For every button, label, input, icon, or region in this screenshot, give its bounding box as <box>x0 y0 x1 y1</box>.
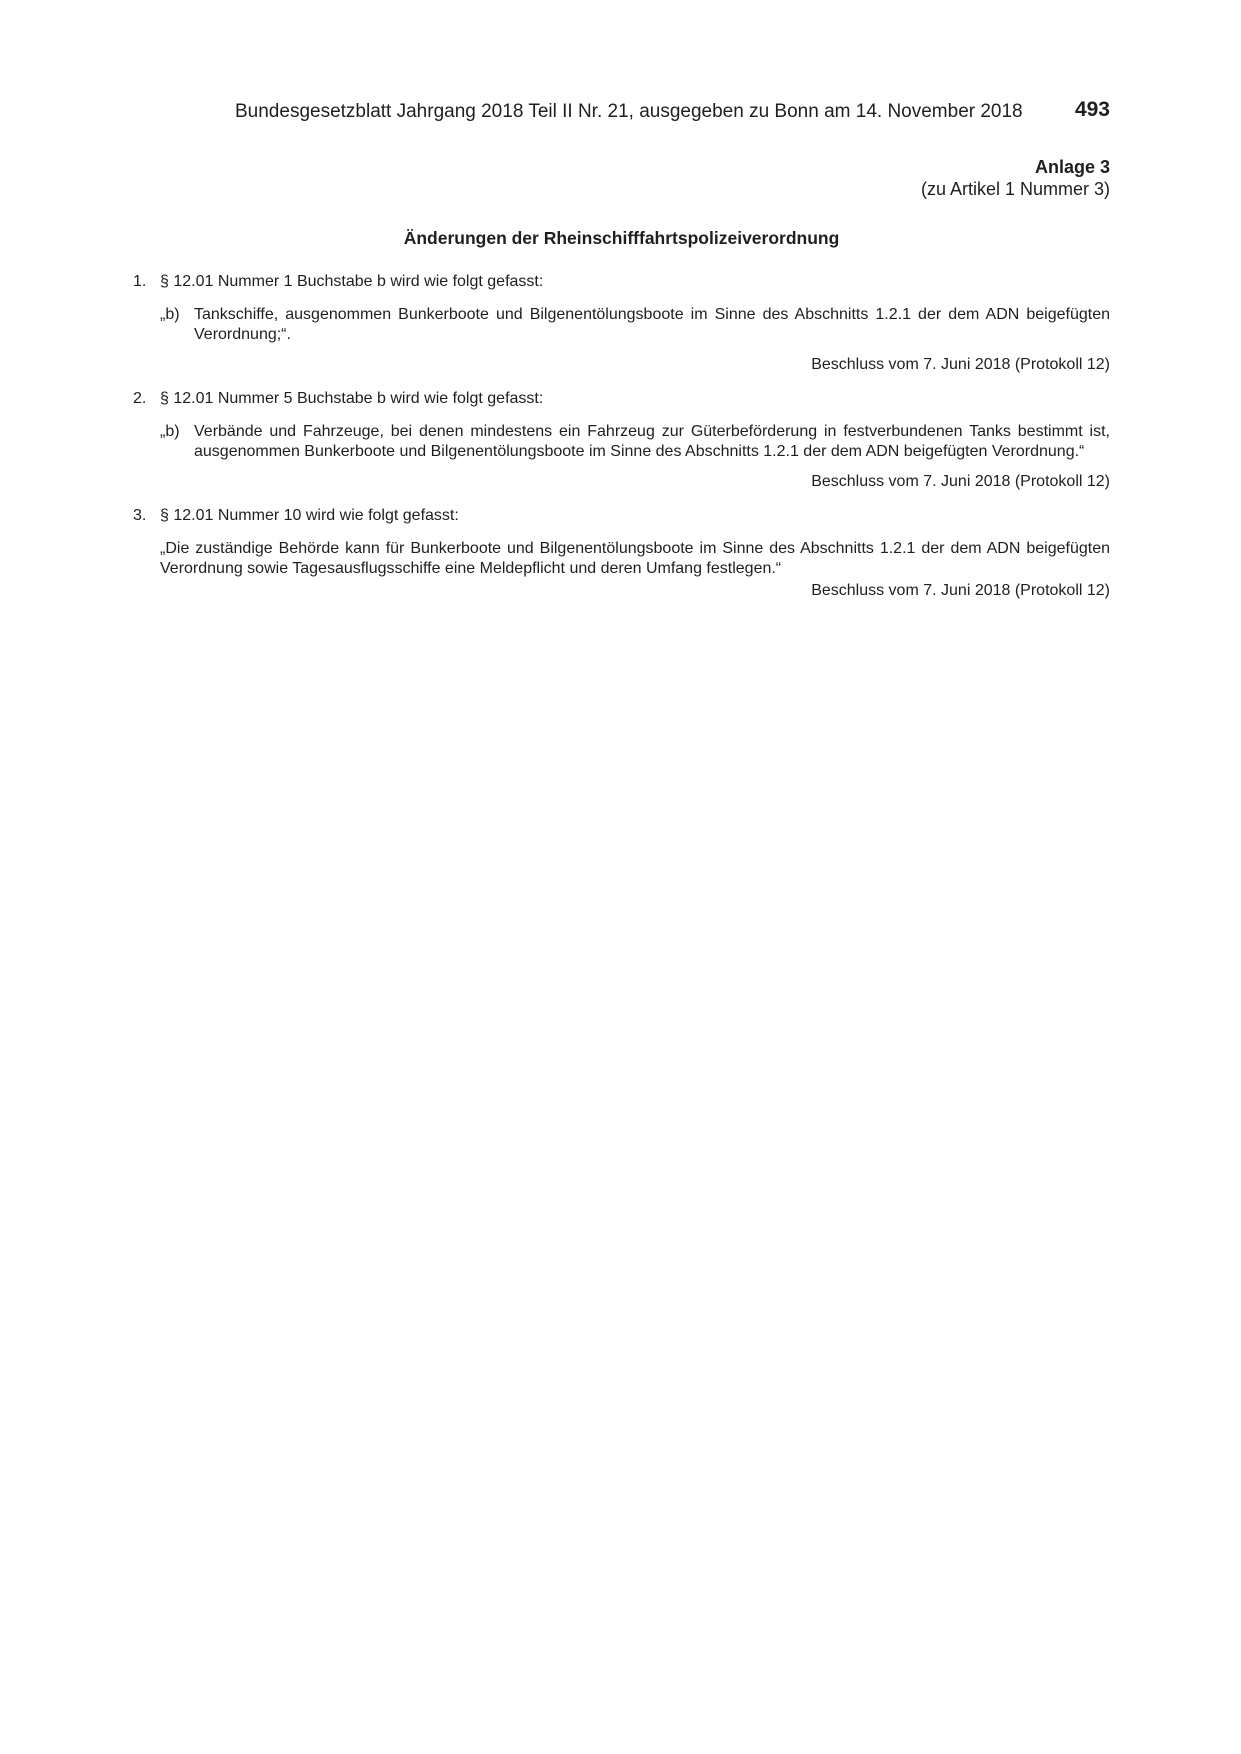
amendment-heading-text: § 12.01 Nummer 5 Buchstabe b wird wie folgt gefasst: <box>160 390 544 407</box>
amendment-number: 3. <box>133 507 147 524</box>
decision-note: Beschluss vom 7. Juni 2018 (Protokoll 12) <box>811 356 1110 373</box>
document-title: Änderungen der Rheinschifffahrtspolizeiverordnung <box>403 228 840 248</box>
document-body <box>133 272 1110 601</box>
quote-text: Tankschiffe, ausgenommen Bunkerboote und Bilgenentölungsboote im Sinne des Abschnitts 1.2.1 der dem ADN beigefügten Verordnung;“. <box>194 306 1110 343</box>
amendment-heading <box>133 506 1110 526</box>
amendment-number: 2. <box>133 390 147 407</box>
amendment-item-2 <box>133 389 1110 492</box>
annex-block <box>921 156 1110 200</box>
amendment-item-3 <box>133 506 1110 601</box>
amendment-item-1 <box>133 272 1110 375</box>
amendment-heading <box>133 272 1110 292</box>
decision-note: Beschluss vom 7. Juni 2018 (Protokoll 12) <box>811 473 1110 490</box>
amendment-quote <box>160 305 1110 345</box>
amendment-number: 1. <box>133 273 147 290</box>
amendment-quote <box>160 422 1110 462</box>
amendment-heading-text: § 12.01 Nummer 10 wird wie folgt gefasst: <box>160 507 459 524</box>
amendment-heading-text: § 12.01 Nummer 1 Buchstabe b wird wie folgt gefasst: <box>160 273 544 290</box>
quote-text: Verbände und Fahrzeuge, bei denen mindestens ein Fahrzeug zur Güterbeförderung in festverbundenen Tanks bestimmt ist, ausgenommen Bunkerboote und Bilgenentölungsboote im Sinne des Abschnitts 1.2.1 der dem ADN beigefügten Verordnung.“ <box>194 423 1110 460</box>
annex-reference: (zu Artikel 1 Nummer 3) <box>920 179 1110 199</box>
header-title: Bundesgesetzblatt Jahrgang 2018 Teil II Nr. 21, ausgegeben zu Bonn am 14. November 2018 <box>235 101 1023 122</box>
amendment-heading <box>133 389 1110 409</box>
page-header <box>230 100 1110 126</box>
quote-letter: „b) <box>160 423 180 440</box>
amendment-quote: „Die zuständige Behörde kann für Bunkerboote und Bilgenentölungsboote im Sinne des Abschnitts 1.2.1 der dem ADN beigefügten Verordnung sowie Tagesausflugsschiffe eine Meldepflicht und deren Umfang festlegen.“ <box>160 540 1110 577</box>
decision-note: Beschluss vom 7. Juni 2018 (Protokoll 12) <box>811 582 1110 599</box>
quote-letter: „b) <box>160 306 180 323</box>
annex-title: Anlage 3 <box>1034 157 1110 177</box>
page-number: 493 <box>1074 98 1110 121</box>
